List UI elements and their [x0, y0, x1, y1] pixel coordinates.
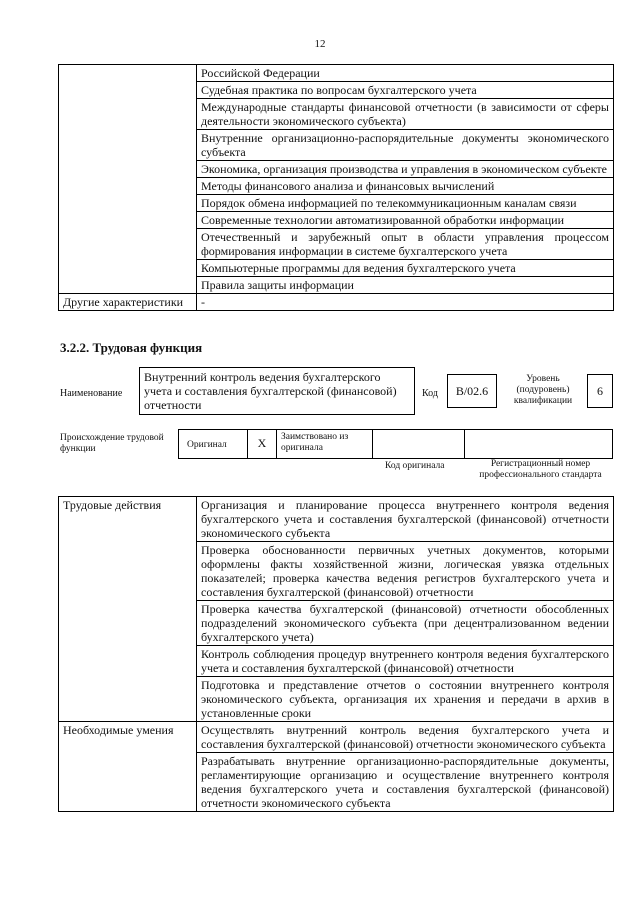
- level-label: Уровень (подуровень) квалификации: [513, 374, 573, 406]
- knowledge-item: Правила защиты информации: [197, 277, 614, 294]
- action-item: Проверка обоснованности первичных учетных документов, которыми оформлены факты хозяйственной жизни, логическая увязка отдельных показателей; проверка качества ведения регистров бухгалтерского учета и составления бухгалтерской (финансовой) отчетности: [197, 542, 614, 601]
- skill-item: Разрабатывать внутренние организационно-распорядительные документы, регламентирующие организацию и осуществление внутреннего контроля ведения бухгалтерского учета и составления бухгалтерской (финансовой) отчетности экономического субъекта: [197, 753, 614, 812]
- other-characteristics-value: -: [197, 294, 614, 311]
- knowledge-item: Международные стандарты финансовой отчетности (в зависимости от сферы деятельности экономического субъекта): [197, 99, 614, 130]
- knowledge-item: Судебная практика по вопросам бухгалтерского учета: [197, 82, 614, 99]
- skills-label: Необходимые умения: [59, 722, 197, 812]
- code-label: Код: [422, 388, 438, 399]
- knowledge-item: Современные технологии автоматизированной обработки информации: [197, 212, 614, 229]
- action-item: Контроль соблюдения процедур внутреннего контроля ведения бухгалтерского учета и составления бухгалтерской (финансовой) отчетности: [197, 646, 614, 677]
- name-value: Внутренний контроль ведения бухгалтерского учета и составления бухгалтерской (финансовой) отчетности: [139, 367, 415, 415]
- action-item: Проверка качества бухгалтерской (финансовой) отчетности обособленных подразделений экономического субъекта (при децентрализованном ведении бухгалтерского учета): [197, 601, 614, 646]
- function-table: [58, 496, 614, 812]
- section-title: 3.2.2. Трудовая функция: [60, 340, 203, 355]
- knowledge-table: [58, 64, 614, 311]
- knowledge-label-cell: [59, 65, 197, 294]
- knowledge-item: Экономика, организация производства и управления в экономическом субъекте: [197, 161, 614, 178]
- code-original-caption: Код оригинала: [385, 461, 445, 471]
- action-item: Организация и планирование процесса внутреннего контроля ведения бухгалтерского учета и составления бухгалтерской (финансовой) отчетности экономического субъекта: [197, 497, 614, 542]
- actions-label: Трудовые действия: [59, 497, 197, 722]
- original-label: Оригинал: [187, 440, 227, 450]
- page-number: 12: [314, 38, 326, 50]
- reg-number-caption: Регистрационный номер профессионального стандарта: [479, 459, 602, 480]
- origin-row: [178, 429, 613, 459]
- knowledge-item: Российской Федерации: [197, 65, 614, 82]
- origin-label: Происхождение трудовой функции: [60, 433, 164, 454]
- knowledge-item: Методы финансового анализа и финансовых вычислений: [197, 178, 614, 195]
- action-item: Подготовка и представление отчетов о состоянии внутреннего контроля экономического субъекта, организация их хранения и передачи в архив в установленные сроки: [197, 677, 614, 722]
- code-value: B/02.6: [447, 374, 497, 408]
- borrowed-label: Заимствовано из оригинала: [281, 432, 349, 453]
- knowledge-item: Отечественный и зарубежный опыт в области управления процессом формирования информации в системе бухгалтерского учета: [197, 229, 614, 260]
- knowledge-item: Внутренние организационно-распорядительные документы экономического субъекта: [197, 130, 614, 161]
- original-mark: X: [257, 436, 267, 450]
- knowledge-item: Компьютерные программы для ведения бухгалтерского учета: [197, 260, 614, 277]
- knowledge-item: Порядок обмена информацией по телекоммуникационным каналам связи: [197, 195, 614, 212]
- level-value: 6: [587, 374, 613, 408]
- skill-item: Осуществлять внутренний контроль ведения бухгалтерского учета и составления бухгалтерской (финансовой) отчетности экономического субъекта: [197, 722, 614, 753]
- name-label: Наименование: [60, 388, 123, 399]
- other-characteristics-label: Другие характеристики: [59, 294, 197, 311]
